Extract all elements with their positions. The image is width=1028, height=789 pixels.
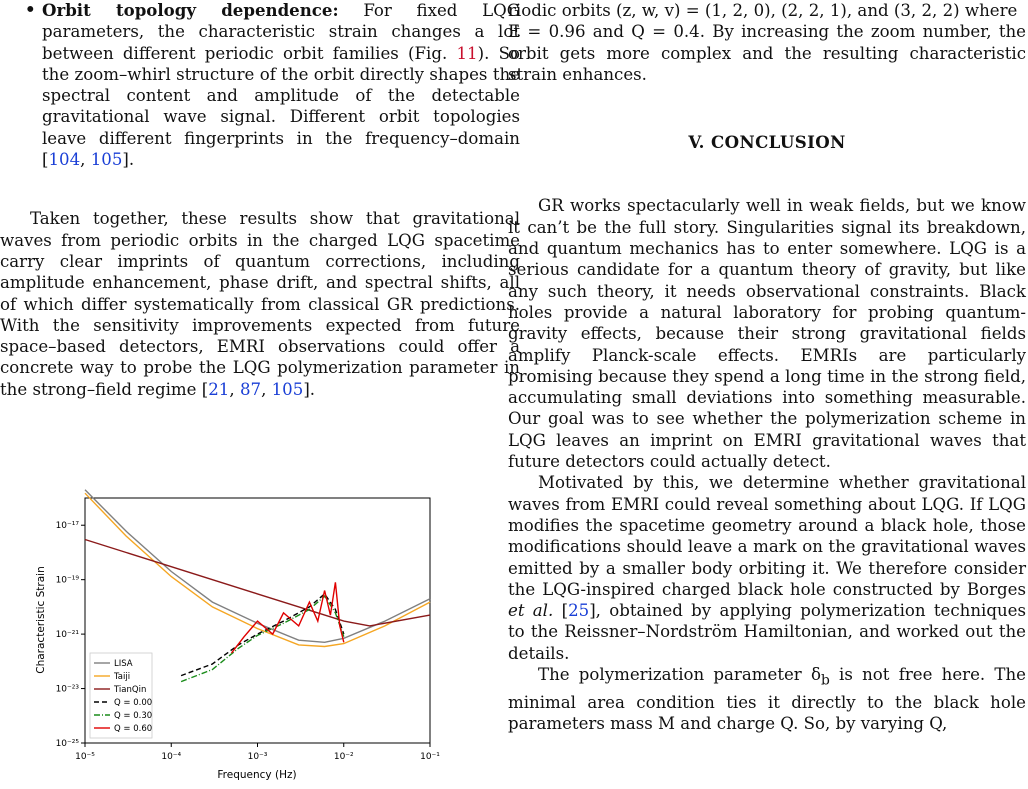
right-column [508, 0, 1026, 734]
summary-text-1: Taken together, these results show that gravitational waves from periodic orbits in the charged LQG spacetime carry clear imprints of quantum corrections, including amplitude enhancement, phase drift, and spectral shifts, all of which differ systematically from classical GR predictions. With the sensitivity improvements expected from future space–based detectors, EMRI observations could offer a concrete way to probe the LQG polymerization parameter in the strong–field regime [ [0, 209, 520, 399]
x-tick-label: 10⁻¹ [420, 752, 440, 762]
x-axis-label: Frequency (Hz) [217, 769, 297, 781]
bullet-dot-icon: • [25, 0, 36, 19]
characteristic-strain-figure [0, 488, 450, 785]
legend-label: Q = 0.60 [114, 724, 153, 734]
y-axis-label: Characteristic Strain [35, 566, 47, 674]
citation-link[interactable]: 87 [239, 379, 262, 399]
legend-label: Q = 0.00 [114, 698, 153, 708]
left-column [0, 0, 520, 400]
p3-text-a: The polymerization parameter δ [538, 665, 821, 685]
bullet-orbit-topology [25, 0, 520, 170]
bullet-text-2: ). So the zoom–whirl structure of the orbit directly shapes the spectral content and amplitude of the detectable gravitational wave signal. Different orbit topologies leave different fingerprints in the frequency–domain [ [42, 43, 520, 170]
bullet-text-3: ]. [122, 150, 135, 170]
summary-paragraph: Taken together, these results show that gravitational waves from periodic orbits in the charged LQG spacetime carry clear imprints of quantum corrections, including amplitude enhancement, phase drift, and spectral shifts, all of which differ systematically from classical GR predictions. With the sensitivity improvements expected from future space–based detectors, EMRI observations could offer a concrete way to probe the LQG polymerization parameter in the strong–field regime [21, 87, 105]. [0, 209, 520, 399]
legend-label: Q = 0.30 [114, 711, 153, 721]
y-tick-label: 10⁻²⁵ [55, 739, 79, 749]
citation-link[interactable]: 104 [48, 150, 81, 170]
conclusion-paragraph-2: Motivated by this, we determine whether gravitational waves from EMRI could reveal something about LQG. If LQG modifies the spacetime geometry around a black hole, those modifications should leave a mark on the gravitational waves emitted by a smaller body orbiting it. We therefore consider the LQG-inspired charged black hole constructed by Borges et al. [25], obtained by applying polymerization techniques to the Reissner–Nordström Hamiltonian, and worked out the details. [508, 473, 1026, 663]
x-tick-label: 10⁻³ [247, 752, 268, 762]
y-tick-label: 10⁻¹⁹ [55, 575, 79, 586]
chart-legend [90, 653, 152, 738]
et-al: et al. [508, 601, 554, 621]
bullet-text-1: For fixed LQG parameters, the characteristic strain changes a lot between different periodic orbit families (Fig. [42, 1, 520, 63]
conclusion-paragraph-1: GR works spectacularly well in weak fields, but we know it can’t be the full story. Singularities signal its breakdown, and quantum mechanics has to enter somewhere. LQG is a serious candidate for a quantum theory of gravity, but like any such theory, it needs observational constraints. Black holes provide a natural laboratory for probing quantum-gravity effects, because their strong gravitational fields amplify Planck-scale effects. EMRIs are particularly promising because they spend a long time in the strong field, accumulating small deviations into something measurable. Our goal was to see whether the polymerization scheme in LQG leaves an imprint on EMRI gravitational waves that future detectors could actually detect. [508, 196, 1026, 472]
caption-tail-2: E = 0.96 and Q = 0.4. By increasing the zoom number, the orbit gets more complex and the resulting characteristic strain enhances. [508, 22, 1026, 84]
section-title: V. CONCLUSION [688, 132, 846, 153]
legend-label: LISA [114, 659, 133, 669]
y-tick-label: 10⁻²³ [55, 684, 79, 695]
p3-subscript: b [820, 672, 830, 689]
citation-link[interactable]: 21 [208, 379, 230, 399]
summary-text-2: ]. [303, 379, 316, 399]
p2-text-b: , obtained by applying polymerization techniques to the Reissner–Nordström Hamiltonian, and worked out the details. [508, 601, 1026, 663]
citation-link[interactable]: 105 [271, 379, 304, 399]
citation-link[interactable]: 105 [90, 150, 123, 170]
citation-link[interactable]: 25 [568, 601, 590, 621]
figure-link[interactable]: 11 [456, 43, 478, 63]
legend-label: TianQin [114, 685, 147, 695]
bullet-paragraph: Orbit topology dependence: For fixed LQG parameters, the characteristic strain changes a lot between different periodic orbit families (Fig. 11). So the zoom–whirl structure of the orbit directly shapes the spectral content and amplitude of the detectable gravitational wave signal. Different orbit topologies leave different fingerprints in the frequency–domain [104, 105]. [42, 0, 520, 170]
p3-text-b: is not free here. The minimal area condition ties it directly to the black hole parameters mass M and charge Q. So, by varying Q, [508, 665, 1026, 733]
bullet-lead: Orbit topology dependence: [42, 0, 339, 20]
strain-chart [0, 488, 450, 785]
x-tick-label: 10⁻⁵ [75, 752, 95, 762]
x-tick-label: 10⁻⁴ [161, 752, 182, 762]
y-tick-label: 10⁻¹⁷ [55, 521, 79, 532]
x-tick-label: 10⁻² [333, 752, 354, 762]
p2-text-a: Motivated by this, we determine whether gravitational waves from EMRI could reveal something about LQG. If LQG modifies the spacetime geometry around a black hole, those modifications should leave a mark on the gravitational waves emitted by a smaller body orbiting it. We therefore consider the LQG-inspired charged black hole constructed by Borges [508, 473, 1026, 599]
legend-label: Taiji [114, 672, 131, 682]
conclusion-paragraph-3 [508, 664, 1026, 734]
y-tick-label: 10⁻²¹ [55, 630, 79, 641]
caption-tail-1: riodic orbits (z, w, v) = (1, 2, 0), (2, 2, 1), and (3, 2, 2) where [508, 1, 1018, 20]
